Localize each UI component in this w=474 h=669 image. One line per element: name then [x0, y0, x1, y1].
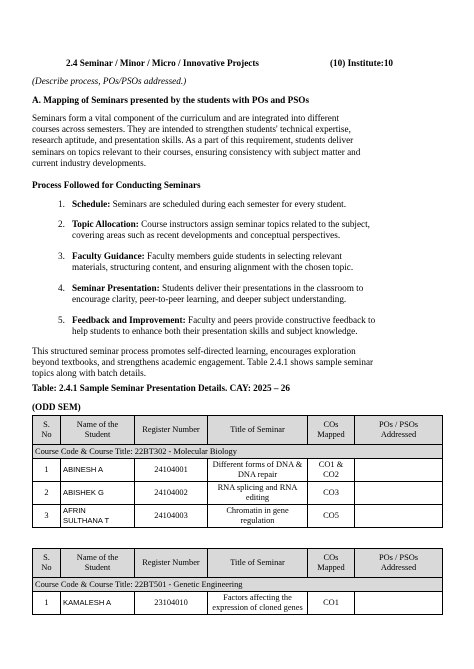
cell-student-name: KAMALESH A	[61, 592, 135, 615]
process-item-text: materials, structuring content, and ensuring alignment with the chosen topic.	[72, 262, 354, 273]
intro-line: seminars on topics relevant to their courses, ensuring consistency with subject matter and	[32, 146, 361, 157]
cell-seminar-title: RNA splicing and RNA editing	[208, 482, 308, 505]
process-item-text: Course instructors assign seminar topics related to the subject,	[141, 219, 370, 229]
intro-line: courses across semesters. They are intended to strengthen students' technical expertise,	[32, 124, 351, 135]
intro-line: current industry developments.	[32, 157, 147, 168]
header-pos-psos: POs / PSOs Addressed	[355, 416, 443, 445]
summary-paragraph	[32, 346, 442, 380]
cell-seminar-title: Different forms of DNA & DNA repair	[208, 459, 308, 482]
course-title: Course Code & Course Title: 22BT302 - Molecular Biology	[33, 445, 443, 459]
cell-register-number: 24104002	[135, 482, 208, 505]
process-title: Process Followed for Conducting Seminars	[32, 180, 201, 190]
seminar-table-2	[32, 548, 443, 615]
table-row	[33, 505, 443, 528]
seminar-table-1	[32, 415, 443, 528]
course-row	[33, 578, 443, 592]
header-cos-mapped: COs Mapped	[308, 416, 355, 445]
intro-line: Seminars form a vital component of the curriculum and are integrated into different	[32, 113, 339, 123]
cell-seminar-title: Factors affecting the expression of cloned genes	[208, 592, 308, 615]
intro-paragraph	[32, 113, 442, 169]
cell-register-number: 24104001	[135, 459, 208, 482]
table-row	[33, 592, 443, 615]
cell-pos-psos	[355, 505, 443, 528]
header-student-name: Name of the Student	[61, 549, 135, 578]
cell-cos-mapped: CO3	[308, 482, 355, 505]
process-item-text: Faculty members guide students in selecting relevant	[147, 251, 342, 261]
process-item-text: encourage clarity, peer-to-peer learning, and deeper subject understanding.	[72, 294, 347, 305]
cell-sno: 2	[33, 482, 61, 505]
cell-pos-psos	[355, 459, 443, 482]
cell-sno: 1	[33, 592, 61, 615]
process-item-title: Seminar Presentation:	[72, 283, 160, 293]
cell-student-name: ABISHEK G	[61, 482, 135, 505]
header-register-number: Register Number	[135, 416, 208, 445]
process-item-number: 4.	[58, 283, 65, 293]
course-title: Course Code & Course Title: 22BT501 - Genetic Engineering	[33, 578, 443, 592]
table-header-row	[33, 416, 443, 445]
cell-pos-psos	[355, 592, 443, 615]
header-student-name: Name of the Student	[61, 416, 135, 445]
process-item-text: Faculty and peers provide constructive feedback to	[187, 315, 376, 325]
cell-cos-mapped: CO5	[308, 505, 355, 528]
cell-seminar-title: Chromatin in gene regulation	[208, 505, 308, 528]
course-row	[33, 445, 443, 459]
process-item-number: 5.	[58, 315, 65, 325]
cell-student-name: AFRIN SULTHANA T	[61, 505, 135, 528]
intro-line: research aptitude, and presentation skills. As a part of this requirement, students deliver	[32, 135, 354, 146]
process-item-title: Topic Allocation:	[72, 219, 139, 229]
process-item-number: 3.	[58, 251, 65, 261]
cell-pos-psos	[355, 482, 443, 505]
process-item-feedback	[72, 315, 442, 337]
header-pos-psos: POs / PSOs Addressed	[355, 549, 443, 578]
header-cos-mapped: COs Mapped	[308, 549, 355, 578]
subsection-title: A. Mapping of Seminars presented by the students with POs and PSOs	[32, 95, 310, 105]
table-row	[33, 459, 443, 482]
process-item-topic-allocation	[72, 219, 442, 241]
cell-sno: 1	[33, 459, 61, 482]
process-item-schedule	[72, 199, 442, 210]
process-item-text: help students to enhance both their presentation skills and subject knowledge.	[72, 326, 358, 337]
process-item-seminar-presentation	[72, 283, 442, 305]
header-sno: S. No	[33, 549, 61, 578]
cell-student-name: ABINESH A	[61, 459, 135, 482]
header-seminar-title: Title of Seminar	[208, 549, 308, 578]
process-item-title: Feedback and Improvement:	[72, 315, 186, 325]
header-register-number: Register Number	[135, 549, 208, 578]
table-caption: Table: 2.4.1 Sample Seminar Presentation Details. CAY: 2025 – 26	[32, 383, 290, 393]
summary-line: topics along with batch details.	[32, 368, 147, 379]
summary-line: This structured seminar process promotes self-directed learning, encourages exploration	[32, 346, 356, 356]
process-item-text: Seminars are scheduled during each semester for every student.	[112, 199, 347, 209]
cell-sno: 3	[33, 505, 61, 528]
section-heading: 2.4 Seminar / Minor / Micro / Innovative Projects	[66, 58, 259, 68]
process-item-number: 2.	[58, 219, 65, 229]
instruction-text: (Describe process, POs/PSOs addressed.)	[32, 76, 187, 86]
semester-label: (ODD SEM)	[32, 402, 81, 412]
process-item-text: Students deliver their presentations in the classroom to	[162, 283, 364, 293]
process-item-number: 1.	[58, 199, 65, 209]
cell-register-number: 24104003	[135, 505, 208, 528]
header-sno: S. No	[33, 416, 61, 445]
process-item-text: covering areas such as recent developments and conceptual perspectives.	[72, 230, 341, 241]
process-item-title: Faculty Guidance:	[72, 251, 145, 261]
table-header-row	[33, 549, 443, 578]
cell-cos-mapped: CO1	[308, 592, 355, 615]
section-marks: (10) Institute:10	[330, 58, 394, 68]
process-item-title: Schedule:	[72, 199, 111, 209]
header-seminar-title: Title of Seminar	[208, 416, 308, 445]
cell-cos-mapped: CO1 & CO2	[308, 459, 355, 482]
table-row	[33, 482, 443, 505]
summary-line: beyond textbooks, and strengthens academic engagement. Table 2.4.1 shows sample seminar	[32, 357, 374, 368]
cell-register-number: 23104010	[135, 592, 208, 615]
process-item-faculty-guidance	[72, 251, 442, 273]
